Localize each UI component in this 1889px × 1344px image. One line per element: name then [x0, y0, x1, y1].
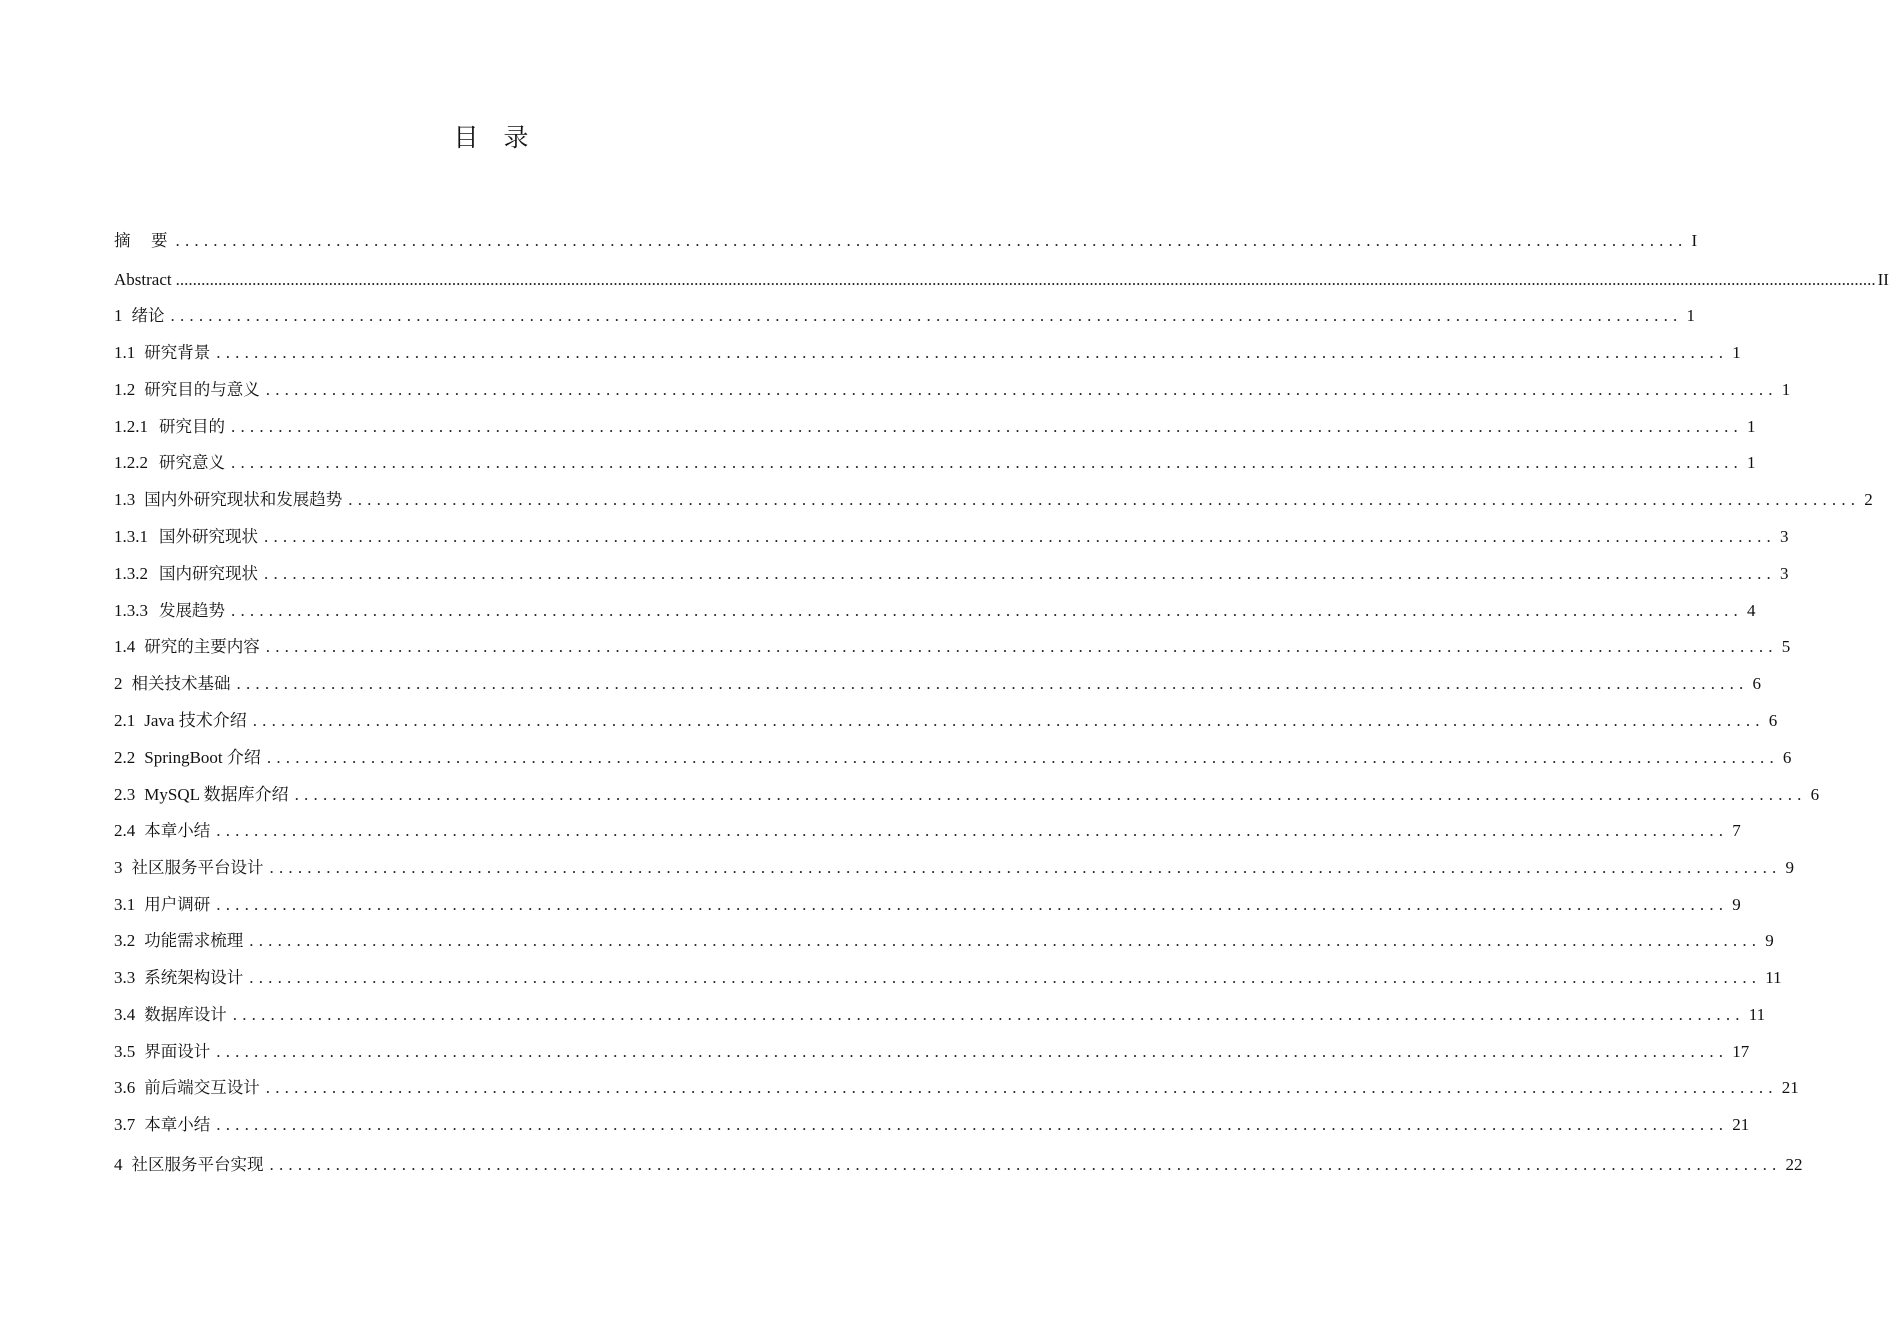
toc-entry-number: 3.2 — [114, 931, 136, 950]
toc-entry-number: 3.7 — [114, 1115, 136, 1134]
toc-entry-page: 3 — [1780, 564, 1789, 583]
toc-entry[interactable] — [114, 855, 1794, 881]
leader-dots: ................................................................................................................................................................ — [249, 968, 1762, 987]
toc-entry[interactable] — [114, 598, 1756, 624]
toc-entry[interactable] — [114, 965, 1782, 991]
toc-entry[interactable] — [114, 1112, 1750, 1138]
toc-entry[interactable] — [114, 450, 1756, 476]
toc-entry-page: 22 — [1785, 1155, 1803, 1174]
leader-dots: ................................................................................................................................................................ — [252, 711, 1765, 730]
toc-entry-number: 3.5 — [114, 1042, 136, 1061]
leader-dots: ................................................................................................................................................................ — [216, 1115, 1729, 1134]
toc-entry-number: 2.1 — [114, 711, 136, 730]
toc-entry-label: 研究意义 — [159, 453, 225, 472]
toc-entry-number: 2.2 — [114, 748, 136, 767]
toc-entry-page: 11 — [1765, 968, 1782, 987]
toc-entry[interactable] — [114, 892, 1741, 918]
leader-dots: ................................................................................................................................................................ — [265, 637, 1778, 656]
toc-entry-number: 2.3 — [114, 785, 136, 804]
toc-entry-label: MySQL 数据库介绍 — [144, 785, 289, 804]
toc-entry-page: 11 — [1748, 1005, 1766, 1024]
toc-entry-label: 界面设计 — [144, 1042, 211, 1061]
toc-entry[interactable] — [114, 928, 1774, 954]
toc-entry-number: 2 — [114, 674, 123, 693]
toc-entry[interactable] — [114, 561, 1789, 587]
toc-entry-label: 国内研究现状 — [159, 564, 258, 583]
toc-entry-label: SpringBoot 介绍 — [144, 748, 261, 767]
toc-entry-number: 1.3 — [114, 490, 136, 509]
toc-entry-page: 6 — [1768, 711, 1778, 730]
toc-entry-number: 1.2 — [114, 380, 136, 399]
toc-entry-label: 本章小结 — [144, 821, 211, 840]
toc-entry-page: 9 — [1732, 895, 1741, 914]
leader-dots: ................................................................................................................................................................ — [231, 417, 1743, 436]
leader-dots: ................................................................................................................................................................ — [269, 858, 1782, 877]
leader-dots: ................................................................................................................................................................ — [216, 821, 1729, 840]
toc-entry-number: 3.6 — [114, 1078, 136, 1097]
leader-dots: ................................................................................................................................................................ — [265, 1078, 1778, 1097]
toc-entry[interactable] — [114, 1152, 1803, 1178]
toc-entry[interactable] — [114, 708, 1778, 734]
leader-dots: ................................................................................................................................................................ — [249, 931, 1762, 950]
toc-entry-page: 5 — [1781, 637, 1791, 656]
leader-dots: ................................................................................................................................................................ — [232, 1005, 1745, 1024]
toc-entry[interactable] — [114, 340, 1741, 366]
toc-entry-number: 1.3.2 — [114, 564, 148, 583]
toc-entry-number: 3.3 — [114, 968, 136, 987]
toc-entry[interactable] — [114, 1075, 1799, 1101]
toc-entry[interactable] — [114, 228, 1698, 254]
toc-entry-number: 1.3.1 — [114, 527, 148, 546]
toc-entry-number: 3.4 — [114, 1005, 136, 1024]
toc-entry-page: 3 — [1780, 527, 1789, 546]
toc-entry-page: 6 — [1810, 785, 1820, 804]
leader-dots: ................................................................................................................................................................ — [175, 231, 1688, 250]
toc-entry-page: 1 — [1732, 343, 1741, 362]
toc-entry-number: 1 — [114, 306, 123, 325]
toc-entry-page: 2 — [1864, 490, 1873, 509]
page-title: 目 录 — [453, 123, 529, 152]
leader-dots: ................................................................................................................................................................ — [265, 380, 1778, 399]
toc-entry-label: 本章小结 — [144, 1115, 211, 1134]
toc-entry-number: 1.1 — [114, 343, 136, 362]
toc-entry[interactable] — [114, 818, 1741, 844]
toc-entry[interactable] — [114, 267, 1889, 293]
toc-entry[interactable] — [114, 414, 1756, 440]
toc-entry-page: 7 — [1732, 821, 1741, 840]
leader-dots: ................................................................................................................................................................ — [294, 785, 1807, 804]
leader-dots: ................................................................................................................................................................ — [216, 1042, 1729, 1061]
toc-entry-page: 4 — [1747, 601, 1756, 620]
toc-entry-page: 9 — [1765, 931, 1774, 950]
leader-dots: ................................................................................................................................................................ — [231, 453, 1743, 472]
toc-entry[interactable] — [114, 303, 1695, 329]
toc-entry-number: 3.1 — [114, 895, 136, 914]
toc-entry-label: 社区服务平台实现 — [131, 1155, 264, 1174]
toc-entry-number: 4 — [114, 1155, 123, 1174]
toc-entry-label: 研究目的 — [159, 417, 225, 436]
toc-entry-page: 6 — [1782, 748, 1792, 767]
toc-entry[interactable] — [114, 634, 1791, 660]
toc-entry-number: 1.2.1 — [114, 417, 148, 436]
toc-entry[interactable] — [114, 1002, 1766, 1028]
toc-entry-label: 用户调研 — [144, 895, 211, 914]
toc-entry[interactable] — [114, 487, 1873, 513]
toc-entry-page: 1 — [1747, 453, 1756, 472]
toc-entry[interactable] — [114, 524, 1789, 550]
toc-entry-label: 研究的主要内容 — [144, 637, 260, 656]
toc-entry-label: 研究目的与意义 — [144, 380, 260, 399]
leader-dots: ................................................................................................................................................................ — [170, 306, 1683, 325]
toc-entry-number: 1.3.3 — [114, 601, 148, 620]
toc-entry-page: 1 — [1781, 380, 1791, 399]
toc-entry-number: 2.4 — [114, 821, 136, 840]
toc-entry[interactable] — [114, 377, 1791, 403]
toc-entry-page: 21 — [1781, 1078, 1799, 1097]
leader-dots: ................................................................................................................................................................ — [269, 1155, 1782, 1174]
leader-dots: ................................................................................................................................................................ — [216, 343, 1729, 362]
toc-entry-label: Java 技术介绍 — [144, 711, 247, 730]
leader-dots: ................................................................................................................................................................ — [348, 490, 1861, 509]
leader-dots: ................................................................................................................................................................ — [264, 527, 1776, 546]
toc-entry-page: 1 — [1686, 306, 1695, 325]
toc-entry-number: 3 — [114, 858, 123, 877]
toc-entry-label: 数据库设计 — [144, 1005, 227, 1024]
toc-entry-page: 1 — [1747, 417, 1756, 436]
toc-entry[interactable] — [114, 1039, 1750, 1065]
toc-entry-label: 绪论 — [131, 306, 165, 325]
toc-entry-label: 社区服务平台设计 — [131, 858, 264, 877]
toc-entry-page: 17 — [1732, 1042, 1750, 1061]
toc-entry-page: 21 — [1732, 1115, 1750, 1134]
toc-entry-page: 6 — [1752, 674, 1761, 693]
toc-entry-label: 研究背景 — [144, 343, 211, 362]
toc-entry-label: 前后端交互设计 — [144, 1078, 260, 1097]
leader-dots: ................................................................................................................................................................ — [266, 748, 1779, 767]
toc-entry-page: 9 — [1785, 858, 1794, 877]
toc-entry-label: 功能需求梳理 — [144, 931, 244, 950]
leader-dots: ................................................................................................................................................................ — [264, 564, 1776, 583]
toc-entry-label: 摘 要 — [114, 231, 170, 250]
toc-entry-label: 国内外研究现状和发展趋势 — [144, 490, 343, 509]
toc-entry-page: II — [1877, 270, 1889, 289]
leader-dots: ................................................................................................................................................................................................................................................................................................................................................................................................................ — [175, 270, 1876, 289]
toc-entry-label: 系统架构设计 — [144, 968, 244, 987]
toc-entry-label: Abstract — [114, 270, 172, 289]
toc-entry-number: 1.2.2 — [114, 453, 148, 472]
leader-dots: ................................................................................................................................................................ — [231, 601, 1743, 620]
toc-entry[interactable] — [114, 782, 1820, 808]
toc-entry[interactable] — [114, 745, 1792, 771]
toc-entry-label: 相关技术基础 — [131, 674, 231, 693]
leader-dots: ................................................................................................................................................................ — [236, 674, 1749, 693]
leader-dots: ................................................................................................................................................................ — [216, 895, 1729, 914]
toc-entry-label: 国外研究现状 — [159, 527, 258, 546]
toc-entry-label: 发展趋势 — [159, 601, 225, 620]
toc-entry-page: I — [1691, 231, 1698, 250]
toc-entry[interactable] — [114, 671, 1761, 697]
toc-entry-number: 1.4 — [114, 637, 136, 656]
